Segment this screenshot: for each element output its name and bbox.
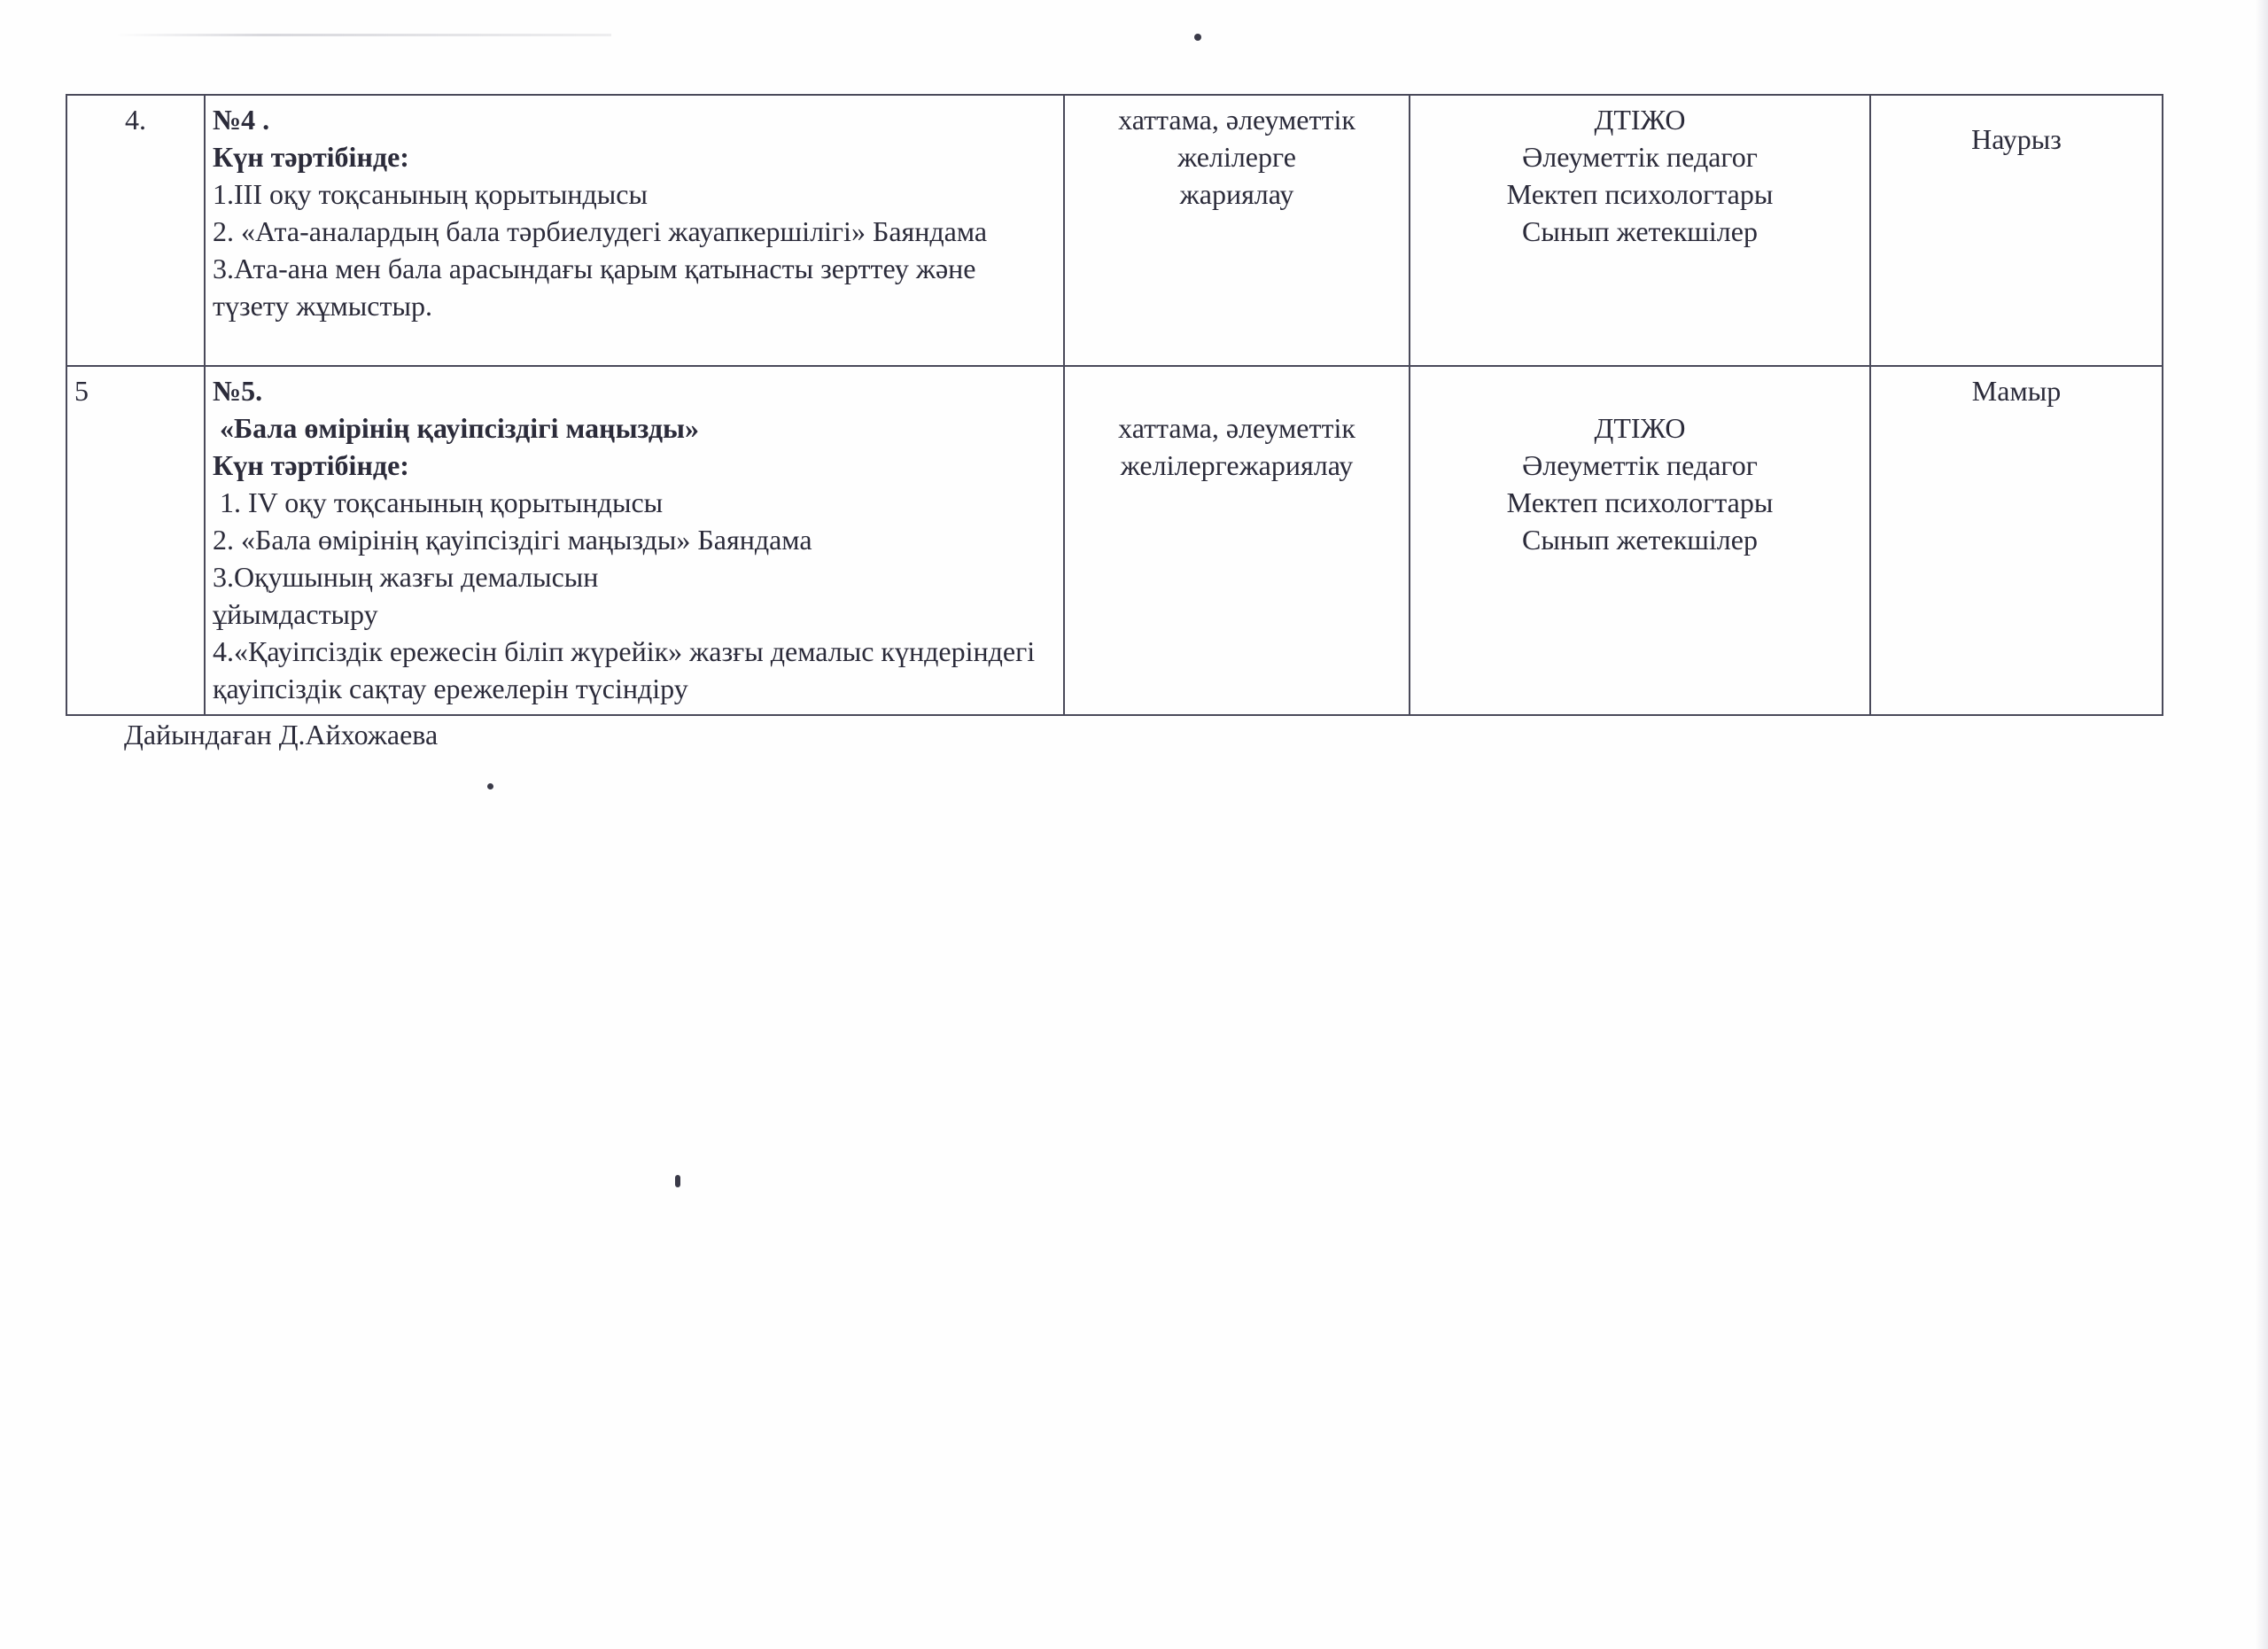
format-line: желілергежариялау [1120, 449, 1354, 481]
agenda-cell [205, 366, 1064, 715]
agenda-item: 1. IV оқу тоқсанының қорытындысы [220, 486, 664, 518]
responsible-line: Мектеп психологтары [1506, 486, 1774, 518]
format-line: желілерге [1177, 141, 1296, 173]
meeting-subtitle: «Бала өмірінің қауіпсіздігі маңызды» [220, 412, 699, 444]
agenda-item: 2. «Бала өмірінің қауіпсіздігі маңызды» Баяндама [213, 524, 812, 556]
month-cell: Мамыр [1870, 366, 2163, 715]
responsible-line: Сынып жетекшілер [1522, 215, 1758, 247]
meeting-title: №4 . [213, 104, 270, 136]
responsible-line: ДТІЖО [1594, 412, 1686, 444]
plan-table [66, 94, 2163, 716]
scan-artifact-line [115, 34, 611, 36]
scan-speck [675, 1175, 680, 1187]
agenda-item: 4.«Қауіпсіздік ережесін біліп жүрейік» жазғы демалыс күндеріндегі қауіпсіздік сақтау ережелерін түсіндіру [213, 635, 1036, 704]
responsible-cell [1410, 366, 1870, 715]
row-number: 5 [66, 366, 205, 715]
format-line: жариялау [1179, 178, 1294, 210]
agenda-item: 2. «Ата-аналардың бала тәрбиелудегі жауапкершілігі» Баяндама [213, 215, 988, 247]
responsible-line: Әлеуметтік педагог [1522, 141, 1758, 173]
agenda-item: 1.III оқу тоқсанының қорытындысы [213, 178, 648, 210]
format-cell [1064, 366, 1410, 715]
responsible-cell [1410, 95, 1870, 366]
responsible-line: ДТІЖО [1594, 104, 1686, 136]
meeting-title: №5. [213, 375, 263, 407]
responsible-line: Әлеуметтік педагог [1522, 449, 1758, 481]
agenda-item: 3.Ата-ана мен бала арасындағы қарым қатынасты зерттеу және түзету жұмыстыр. [213, 253, 976, 322]
format-line: хаттама, әлеуметтік [1118, 412, 1355, 444]
table-row [66, 95, 2163, 366]
scan-speck [487, 783, 493, 789]
scan-speck [1194, 34, 1201, 41]
month-cell: Наурыз [1870, 95, 2163, 366]
agenda-label: Күн тәртібінде: [213, 449, 409, 481]
agenda-cell [205, 95, 1064, 366]
agenda-label: Күн тәртібінде: [213, 141, 409, 173]
format-line: хаттама, әлеуметтік [1118, 104, 1355, 136]
format-cell [1064, 95, 1410, 366]
table-row [66, 366, 2163, 715]
responsible-line: Сынып жетекшілер [1522, 524, 1758, 556]
agenda-item: 3.Оқушының жазғы демалысын ұйымдастыру [213, 561, 599, 630]
row-number: 4. [66, 95, 205, 366]
scan-edge-shadow [2256, 0, 2268, 1649]
responsible-line: Мектеп психологтары [1506, 178, 1774, 210]
prepared-by: Дайындаған Д.Айхожаева [124, 719, 439, 751]
